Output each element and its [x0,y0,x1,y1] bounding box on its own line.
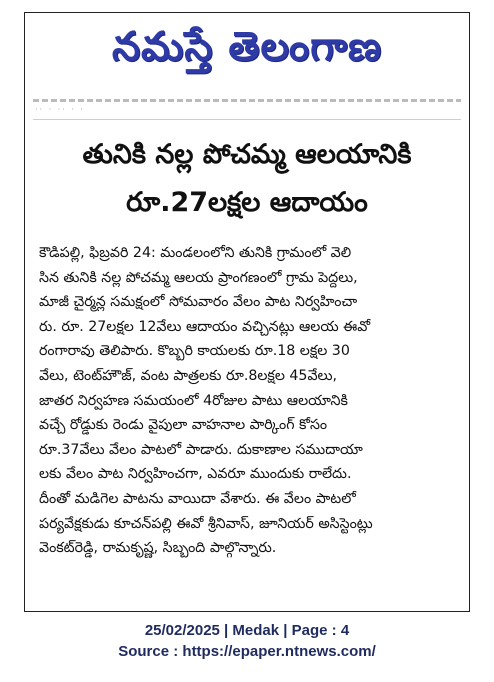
article-headline [31,131,463,227]
body-line: కౌడిపల్లి, ఫిబ్రవరి 24: మండలంలోని తునికి గ్రామంలో వెలి [39,245,352,261]
section-divider [33,119,461,120]
body-line: రంగారావు తెలిపారు. కొబ్బరి కాయలకు రూ.18 లక్షల 30 [39,343,350,360]
body-line: వచ్చే రోడ్డుకు రెండు వైపులా వాహనాల పార్కింగ్ కోసం [39,417,328,434]
source-caption: Source : https://epaper.ntnews.com/ [118,643,376,660]
print-noise: ·· · ·· · · [35,105,85,114]
body-line: వేలు, టెంట్‌హౌజ్, వంట పాత్రలకు రూ.8లక్షల 45వేలు, [39,367,338,384]
headline-line: తునికి నల్ల పోచమ్మ ఆలయానికి [82,139,412,170]
article-body [39,241,457,561]
body-line: వెంకట్‌రెడ్డి, రామకృష్ణ, సిబ్బంది పాల్గొన్నారు. [39,540,277,557]
body-line: రు. రూ. 27లక్షల 12వేలు ఆదాయం వచ్చినట్లు ఆలయ ఈవో [39,318,371,335]
body-line: పర్యవేక్షకుడు కూచన్‌పల్లి ఈవో శ్రీనివాస్, జూనియర్ అసిస్టెంట్లు [39,515,373,532]
date-caption: 25/02/2025 | Medak | Page : 4 [144,622,350,639]
body-line: రూ.37వేలు వేలం పాటలో పాడారు. దుకాణాల సముదాయా [39,441,363,458]
body-line: లకు వేలం పాట నిర్వహించగా, ఎవరూ ముందుకు రాలేదు. [39,466,352,483]
clipping-frame [24,12,470,612]
body-line: దీంతో మడిగెల పాటను వాయిదా వేశారు. ఈ వేలం పాటలో [39,490,356,507]
masthead [25,13,469,91]
body-line: సిన తునికి నల్ల పోచమ్మ ఆలయ ప్రాంగణంలో గ్రామ పెద్దలు, [39,269,358,286]
masthead-divider [33,99,461,102]
newspaper-title: నమస్తే తెలంగాణ [111,24,383,70]
body-line: మాజీ చైర్మన్ల సమక్షంలో సోమవారం వేలం పాట నిర్వహించా [39,294,358,311]
headline-line: రూ.27లక్షల ఆదాయం [126,187,368,218]
body-line: జాతర నిర్వహణ సమయంలో 4రోజుల పాటు ఆలయానికి [39,392,348,409]
